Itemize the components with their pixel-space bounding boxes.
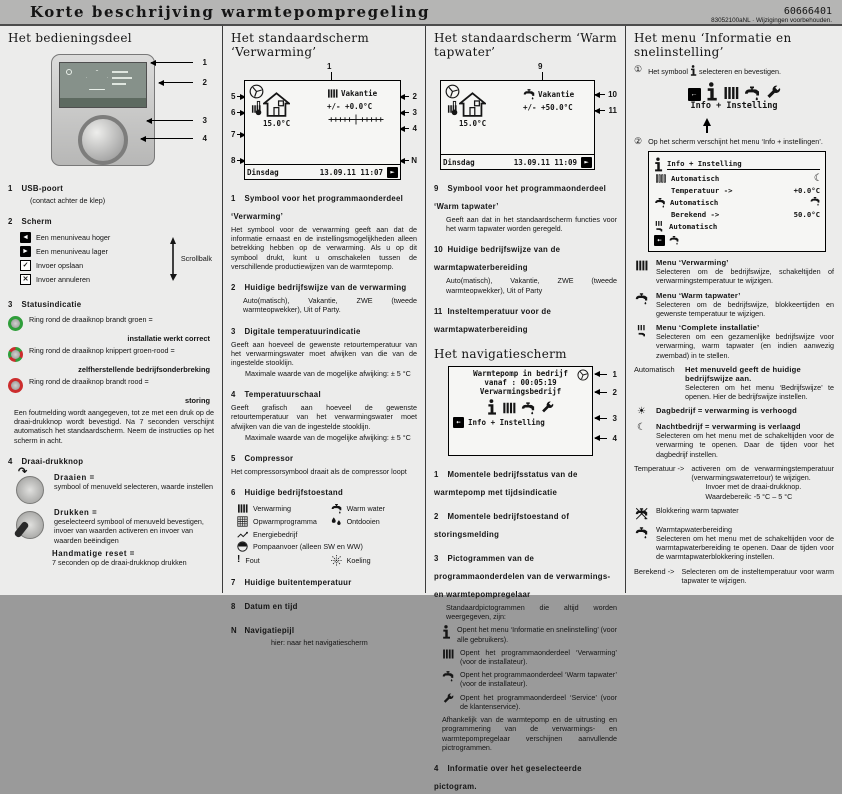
up-arrow-icon bbox=[703, 114, 711, 126]
sun-icon: ☀ bbox=[637, 406, 646, 418]
nav-screen-figure: 1 2 3 4 Warmtepomp in bedrijf vanaf : 00:05:19 Verwarmingsbedrijf ← Info + Instelling bbox=[434, 366, 617, 458]
item-status: 3 Statusindicatie bbox=[8, 300, 82, 309]
section-heading: Het menu ‘Informatie en snelinstelling’ bbox=[634, 31, 792, 59]
moon-icon: ☾ bbox=[813, 172, 820, 184]
cooling-icon bbox=[331, 555, 342, 566]
press-knob-icon bbox=[16, 511, 44, 539]
state-row: Pompaanvoer (alleen SW en WW) bbox=[237, 541, 417, 552]
entry-menu-complete: Menu ‘Complete installatie’ Selecteren om een gezamenlijke bedrijfswijze voor verwarming, warm tapwater (en indien aanwezig zwembad) in te stellen. bbox=[634, 323, 834, 360]
column-verwarming: Het standaardscherm ‘Verwarming’ 1 5 6 7 8 2 3 4 N 15.0°C Vakantie +/- +0.0°C Dinsdag 13.09.11 11:07 ► 1 Symbool voor het programmaonderdeel ‘Verwarming’ Het symbool voor de verwarming geeft aan dat de informatie ernaast en de instellingsmogelijkheden alleen betrekking hebben op de verwarming. Als u op dit symbool drukt, kunt u omschakelen tussen de verschillende productiewijzen van de warmtepomp. 2 Huidige bedrijfswijze van de verwarming Auto(matisch), Vakantie, ZWE (tweede warmteopwekker), Uit of Party. 3 Digitale temperatuurindicatie Geeft aan hoeveel de gewenste retourtemperatuur van het verwarmingswater moet afwijken van die van de ingestelde stooklijn. Maximale waarde van de mogelijke afwijking: ± 5 °C 4 Temperatuurschaal Geeft grafisch aan hoeveel de gewenste retourtemperatuur van het verwarmingswater moet afwijken van die van de ingestelde stooklijn. Maximale waarde van de mogelijke afwijking: ± 5 °C 5 Compressor Het compressorsymbool draait als de compressor loopt 6 Huidige bedrijfstoestand Verwarming Warm water Opwarmprogramma Ontdooien Energiebedrijf Pompaanvoer (alleen SW en WW) ! Fout Koeling 7 Huidige buitentemperatuur 8 Datum en tijd N Navigatiepijl hier: naar het navigatiescherm bbox=[222, 26, 425, 593]
menu-down-icon: ► bbox=[20, 246, 31, 257]
callout-top: 1 bbox=[327, 62, 332, 71]
outdoor-temp: 15.0°C bbox=[263, 119, 291, 128]
nav-line1: Warmtepomp in bedrijf bbox=[473, 368, 568, 378]
info-icon bbox=[706, 82, 718, 101]
house-icon bbox=[459, 92, 486, 117]
moon-icon: ☾ bbox=[637, 422, 646, 434]
state-row: Verwarming Warm water bbox=[237, 503, 417, 514]
tap-icon bbox=[654, 197, 666, 208]
menu-title: Info + Instelling bbox=[667, 159, 820, 170]
state-row: Energiebedrijf bbox=[237, 530, 417, 539]
info-icon bbox=[690, 65, 697, 76]
datetime-label: 13.09.11 11:09 bbox=[513, 157, 577, 167]
status-result: storing bbox=[184, 396, 210, 405]
tapwater-screen-figure: 9 10 11 15.0°C Vakantie +/- +50.0°C Dinsdag 13.09.11 11:09 ► bbox=[434, 64, 617, 172]
entry-nachtbedrijf: ☾ Nachtbedrijf = verwarming is verlaagd Selecteren om het menu met de schakeltijden voor de verwarming te openen. Daar de tijden voor het dagbedrijf instellen. bbox=[634, 422, 834, 459]
outdoor-temp: 15.0°C bbox=[459, 119, 487, 128]
red-ring-icon bbox=[8, 378, 23, 393]
bulb-icon bbox=[66, 69, 72, 75]
tapwater-lcd bbox=[440, 80, 595, 170]
tap-icon bbox=[635, 292, 648, 305]
control-unit bbox=[51, 54, 155, 166]
tapwater-temp: +/- +50.0°C bbox=[523, 103, 573, 112]
verwarming-lcd bbox=[244, 80, 401, 180]
entry-temperatuur: Temperatuur -> activeren om de verwarmingstemperatuur (verwarmingswaterretour) te wijzigen. Invoer met de draai-drukknop. Waardebereik: -5 °C – 5 °C bbox=[634, 463, 834, 501]
diagram-label: Info + Instelling bbox=[690, 101, 778, 112]
nav-screen-heading: Het navigatiescherm bbox=[434, 346, 567, 361]
status-row-green: Ring rond de draaiknop brandt groen = bbox=[8, 315, 214, 331]
info-icon bbox=[654, 157, 663, 172]
save-check-icon: ✓ bbox=[20, 260, 31, 271]
radiator-icon bbox=[723, 85, 739, 101]
columns bbox=[0, 26, 842, 791]
scherm-row: ✕ Invoer annuleren bbox=[20, 274, 169, 285]
knob-reset: Handmatige reset = 7 seconden op de draai-drukknop drukken bbox=[52, 548, 187, 567]
error-icon: ! bbox=[237, 554, 241, 566]
tap-icon bbox=[442, 670, 454, 682]
temp-delta: +/- +0.0°C bbox=[327, 102, 373, 111]
picto-row: Opent het programmaonderdeel ‘Verwarming’ (voor de installateur). bbox=[442, 648, 617, 666]
tap-icon bbox=[521, 401, 535, 415]
info-instelling-lcd: Info + Instelling Automatisch ☾ Temperatuur -> +0.0°C Automatisch Berekend -> 50.0°C Automatisch ← bbox=[648, 151, 826, 252]
tap-icon bbox=[810, 196, 820, 206]
knob-rotate: ↷ Draaien = symbool of menuveld selecteren, waarde instellen bbox=[16, 473, 214, 504]
scrollbar-hint bbox=[169, 229, 214, 288]
entry-warmtapwater: Warmtapwaterbereiding Selecteren om het menu met de schakeltijden voor de warmtapwaterbereiding te openen. Daar de tijden voor de warmtapwaterblokkering instellen. bbox=[634, 525, 834, 562]
tap-icon bbox=[669, 235, 679, 245]
verwarming-screen-figure: 1 5 6 7 8 2 3 4 N 15.0°C Vakantie +/- +0.0°C Dinsdag 13.09.11 11:07 ► bbox=[231, 64, 417, 182]
back-arrow-icon: ← bbox=[453, 417, 464, 428]
item-scherm: 2 Scherm bbox=[8, 217, 52, 226]
radiator-icon bbox=[442, 648, 454, 660]
defrost-icon bbox=[331, 516, 342, 527]
section-heading: Het standaardscherm ‘Warm tapwater’ bbox=[434, 31, 617, 59]
callout-4: 4 bbox=[202, 134, 207, 143]
wrench-icon bbox=[442, 693, 454, 705]
temperature-scale-icon bbox=[327, 114, 385, 125]
document-info bbox=[711, 7, 832, 24]
step-1: ① Het symbool selecteren en bevestigen. bbox=[634, 64, 781, 76]
scherm-row: ◄ Een menuniveau hoger bbox=[20, 232, 169, 243]
entry-blokkering: Blokkering warm tapwater bbox=[634, 506, 834, 520]
rotary-push-knob bbox=[78, 115, 128, 165]
green-ring-icon bbox=[8, 316, 23, 331]
menu-up-icon: ◄ bbox=[20, 232, 31, 243]
section-heading: Het bedieningsdeel bbox=[8, 31, 132, 45]
tap-icon bbox=[331, 503, 342, 514]
tap-icon bbox=[523, 88, 535, 100]
tapwater-mode: Vakantie bbox=[538, 89, 575, 99]
status-row-red: Ring rond de draaiknop brandt rood = bbox=[8, 377, 214, 393]
complete-installation-icon bbox=[636, 324, 648, 338]
column-info-snelinstelling bbox=[625, 26, 842, 593]
navigation-lcd bbox=[448, 366, 593, 456]
nav-footer-label: Info + Instelling bbox=[468, 417, 545, 427]
page-header bbox=[0, 0, 842, 26]
entry-menu-tapwater: Menu ‘Warm tapwater’ Selecteren om de bedrijfswijze, blokkeertijden en gewenste temperatuur te wijzigen. bbox=[634, 291, 834, 318]
selection-diagram bbox=[634, 82, 834, 133]
house-icon bbox=[86, 70, 108, 90]
status-result: zelfherstellende bedrijfsonderbreking bbox=[78, 365, 210, 374]
page-title: Korte beschrijving warmtepompregeling bbox=[30, 3, 431, 21]
scherm-rows bbox=[8, 229, 214, 288]
scrollbar-arrow-icon bbox=[169, 237, 177, 281]
rotate-knob-icon: ↷ bbox=[16, 476, 44, 504]
heating-mode: Vakantie bbox=[341, 89, 378, 98]
back-arrow-icon: ← bbox=[654, 235, 665, 246]
tap-blocked-icon bbox=[635, 507, 648, 520]
radiator-outline-icon bbox=[654, 173, 667, 184]
radiator-icon bbox=[327, 88, 338, 99]
tap-icon bbox=[635, 526, 648, 539]
wrench-icon bbox=[765, 85, 781, 101]
scherm-row: ✓ Invoer opslaan bbox=[20, 260, 169, 271]
column-bedieningsdeel bbox=[0, 26, 222, 593]
radiator-icon bbox=[502, 401, 516, 415]
thermometer-icon bbox=[255, 100, 262, 116]
callout-2: 2 bbox=[202, 78, 207, 87]
complete-installation-icon bbox=[654, 220, 665, 233]
compressor-icon bbox=[577, 369, 589, 381]
day-label: Dinsdag bbox=[443, 157, 475, 167]
section-heading: Het standaardscherm ‘Verwarming’ bbox=[231, 31, 369, 59]
nav-arrow-icon: ► bbox=[581, 157, 592, 168]
energy-company-icon bbox=[237, 530, 248, 539]
scherm-row: ► Een menuniveau lager bbox=[20, 246, 169, 257]
nav-line3: Verwarmingsbedrijf bbox=[479, 386, 562, 396]
picto-note: Afhankelijk van de warmtepomp en de uitrusting en programmering van de verwarmings- en warmtepompregelaar verschijnen aanvullende pictrogrammen. bbox=[442, 715, 617, 752]
datetime-label: 13.09.11 11:07 bbox=[319, 167, 383, 177]
control-unit-display bbox=[59, 62, 147, 108]
state-row: ! Fout Koeling bbox=[237, 554, 371, 566]
scrollbar-label: Scrollbalk bbox=[180, 254, 212, 263]
callout-3: 3 bbox=[202, 116, 207, 125]
step-2: ② Op het scherm verschijnt het menu ‘Info + instellingen’. bbox=[634, 136, 823, 147]
item-usb: 1 USB-poort bbox=[8, 184, 64, 193]
state-row: Opwarmprogramma Ontdooien bbox=[237, 516, 417, 527]
tap-icon bbox=[744, 85, 760, 101]
day-label: Dinsdag bbox=[247, 167, 279, 177]
warmup-program-icon bbox=[237, 516, 248, 527]
status-row-greenred: Ring rond de draaiknop knippert groen-rood = bbox=[8, 346, 214, 362]
nav-arrow-icon: ► bbox=[387, 167, 398, 178]
nav-line2: vanaf : 00:05:19 bbox=[484, 377, 557, 387]
radiator-icon bbox=[635, 259, 648, 272]
green-red-ring-icon bbox=[8, 347, 23, 362]
picto-row: Opent het programmaonderdeel ‘Service’ (voor de klantenservice). bbox=[442, 693, 617, 711]
wrench-icon bbox=[540, 401, 554, 415]
status-result: installatie werkt correct bbox=[127, 334, 210, 343]
cancel-cross-icon: ✕ bbox=[20, 274, 31, 285]
house-icon bbox=[263, 92, 290, 117]
picto-row: Opent het menu ‘Informatie en snelinstelling’ (voor alle gebruikers). bbox=[442, 625, 617, 643]
compressor-icon bbox=[249, 84, 264, 99]
compressor-icon bbox=[445, 84, 460, 99]
document-reference: 83052100aNL · Wijzigingen voorbehouden. bbox=[711, 16, 832, 24]
entry-automatisch: Automatisch Het menuveld geeft de huidige bedrijfswijze aan. Selecteren om het menu ‘Bedrijfswijze’ te openen. Hier de bedrijfswijze instellen. bbox=[634, 364, 834, 401]
entry-menu-verwarming: Menu ‘Verwarming’ Selecteren om de bedrijfswijze, schakeltijden of verwarmingstemperatuur te wijzigen. bbox=[634, 258, 834, 285]
control-unit-figure bbox=[11, 50, 211, 172]
info-icon bbox=[487, 399, 497, 415]
document-number: 60666401 bbox=[783, 6, 832, 18]
status-note: Een foutmelding wordt aangegeven, tot ze met een druk op de draai-drukknop wordt bevestigd. Na 7 seconden verschijnt automatisch het standaardscherm. Neem de instructies op het scherm in acht. bbox=[14, 408, 214, 445]
column-warm-tapwater: Het standaardscherm ‘Warm tapwater’ 9 10 11 15.0°C Vakantie +/- +50.0°C Dinsdag 13.09.11 11:09 ► 9 Symbool voor het programmaonderdeel ‘Warm tapwater’ Geeft aan dat in het standaardscherm functies voor het warm tapwater worden geregeld. 10 Huidige bedrijfswijze van de warmtapwaterbereiding Auto(matisch), Vakantie, ZWE (tweede warmteopwekker), Uit of Party 11 Insteltemperatuur voor de warmtapwaterbereiding Het navigatiescherm 1 2 3 4 Warmtepomp in bedrijf vanaf : 00:05:19 Verwarmingsbedrijf ← Info + Instelling 1 Momentele bedrijfsstatus van de warmtepomp met tijdsindicatie 2 Momentele bedrijfstoestand of storingsmelding 3 Pictogrammen van de programmaonderdelen van de verwarmings- en warmtepompregelaar Standaardpictogrammen die altijd worden weergegeven, zijn: Opent het menu ‘Informatie en snelinstelling’ (voor alle gebruikers). Opent het programmaonderdeel ‘Verwarming’ (voor de installateur). Opent het programmaonderdeel ‘Warm tapwater’ (voor de installateur). Opent het programmaonderdeel ‘Service’ (voor de klantenservice). Afhankelijk van de warmtepomp en de uitrusting en programmering van de verwarmings- en warmtepompregelaar verschijnen aanvullende pictrogrammen. 4 Informatie over het geselecteerde pictogram. bbox=[425, 26, 625, 593]
knob-press: Drukken = geselecteerd symbool of menuveld bevestigen, invoer van waarden activeren en invoer van waarden beëindigen bbox=[16, 508, 214, 545]
entry-berekend: Berekend -> Selecteren om de insteltemperatuur voor warm tapwater te wijzigen. bbox=[634, 566, 834, 585]
info-icon bbox=[442, 625, 451, 639]
picto-row: Opent het programmaonderdeel ‘Warm tapwater’ (voor de installateur). bbox=[442, 670, 617, 688]
radiator-icon bbox=[237, 503, 248, 514]
thermometer-icon bbox=[451, 100, 458, 116]
entry-dagbedrijf: ☀ Dagbedrijf = verwarming is verhoogd bbox=[634, 406, 834, 417]
item-knob: 4 Draai-drukknop bbox=[8, 456, 84, 466]
callout-1: 1 bbox=[202, 58, 207, 67]
pump-icon bbox=[237, 541, 248, 552]
back-arrow-icon: ← bbox=[688, 88, 701, 101]
item-usb-sub: (contact achter de klep) bbox=[30, 196, 106, 205]
